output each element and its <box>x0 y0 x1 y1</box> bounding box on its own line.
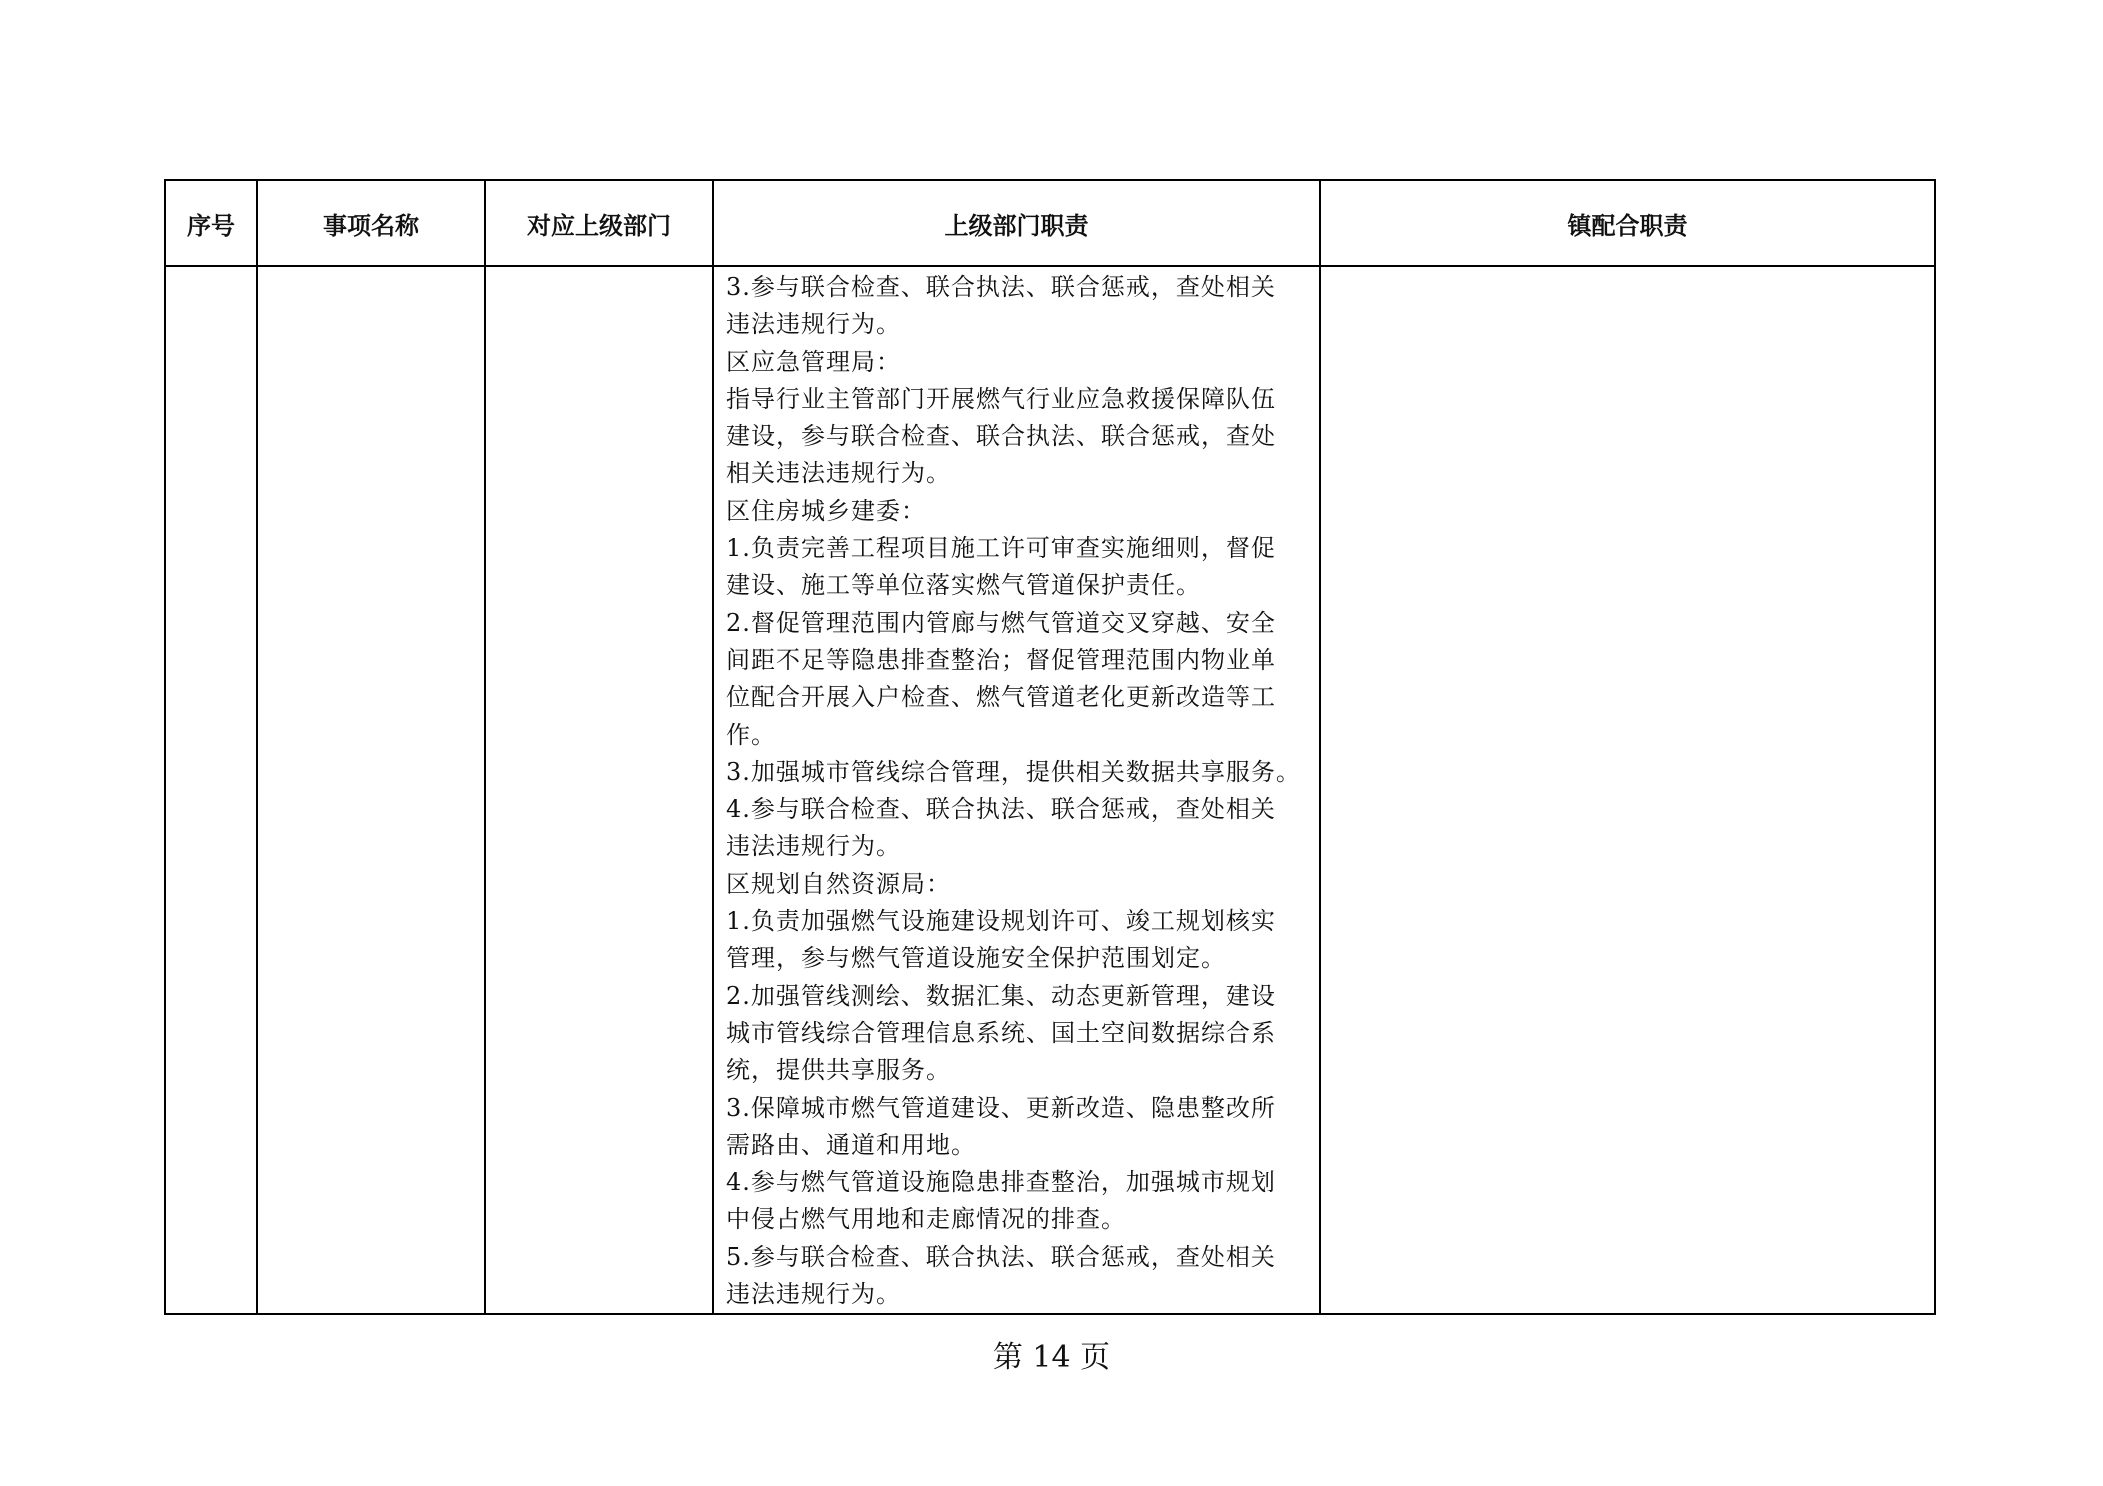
cell-superior-duties <box>713 266 1320 1314</box>
duty-line: 3.加强城市管线综合管理，提供相关数据共享服务。 <box>726 757 1301 786</box>
duty-line: 统，提供共享服务。 <box>726 1056 951 1085</box>
header-seq: 序号 <box>165 180 257 266</box>
duty-line: 3.参与联合检查、联合执法、联合惩戒，查处相关 <box>726 273 1276 301</box>
duty-line: 区住房城乡建委： <box>726 496 926 525</box>
duty-line: 4.参与燃气管道设施隐患排查整治，加强城市规划 <box>726 1168 1276 1197</box>
header-row <box>165 180 1935 266</box>
duty-table <box>164 179 1936 1315</box>
duty-line: 违法违规行为。 <box>726 1280 901 1309</box>
duty-line: 中侵占燃气用地和走廊情况的排查。 <box>726 1205 1126 1234</box>
cell-superior-dept <box>485 266 713 1314</box>
duty-line: 建设、施工等单位落实燃气管道保护责任。 <box>726 571 1201 600</box>
header-superior-dept: 对应上级部门 <box>485 180 713 266</box>
duty-line: 城市管线综合管理信息系统、国土空间数据综合系 <box>726 1018 1276 1047</box>
duty-line: 间距不足等隐患排查整治；督促管理范围内物业单 <box>726 645 1276 674</box>
duty-line: 区应急管理局： <box>726 347 901 376</box>
duty-line: 2.加强管线测绘、数据汇集、动态更新管理，建设 <box>726 981 1276 1010</box>
duty-line: 相关违法违规行为。 <box>726 459 951 488</box>
cell-item-name <box>257 266 485 1314</box>
duty-line: 4.参与联合检查、联合执法、联合惩戒，查处相关 <box>726 795 1276 824</box>
cell-town-duties <box>1320 266 1935 1314</box>
cell-seq <box>165 266 257 1314</box>
duty-line: 区规划自然资源局： <box>726 869 951 898</box>
duty-line: 作。 <box>726 720 776 749</box>
header-item-name: 事项名称 <box>257 180 485 266</box>
duty-line: 1.负责完善工程项目施工许可审查实施细则，督促 <box>726 534 1276 563</box>
header-town-duties: 镇配合职责 <box>1320 180 1935 266</box>
duty-line: 位配合开展入户检查、燃气管道老化更新改造等工 <box>726 683 1276 712</box>
superior-duties-text <box>714 267 1319 1313</box>
page-number: 第 14 页 <box>992 1340 1111 1375</box>
duty-line: 管理，参与燃气管道设施安全保护范围划定。 <box>726 944 1226 973</box>
duty-line: 3.保障城市燃气管道建设、更新改造、隐患整改所 <box>726 1093 1276 1122</box>
duty-line: 需路由、通道和用地。 <box>726 1130 976 1159</box>
duty-line: 5.参与联合检查、联合执法、联合惩戒，查处相关 <box>726 1242 1276 1271</box>
duty-line: 指导行业主管部门开展燃气行业应急救援保障队伍 <box>726 384 1276 413</box>
duty-line: 1.负责加强燃气设施建设规划许可、竣工规划核实 <box>726 907 1276 936</box>
duty-line: 违法违规行为。 <box>726 310 901 339</box>
duty-line: 违法违规行为。 <box>726 832 901 861</box>
table-row <box>165 266 1935 1314</box>
duty-line: 建设，参与联合检查、联合执法、联合惩戒，查处 <box>726 422 1276 451</box>
duty-line: 2.督促管理范围内管廊与燃气管道交叉穿越、安全 <box>726 608 1276 637</box>
header-superior-duties: 上级部门职责 <box>713 180 1320 266</box>
